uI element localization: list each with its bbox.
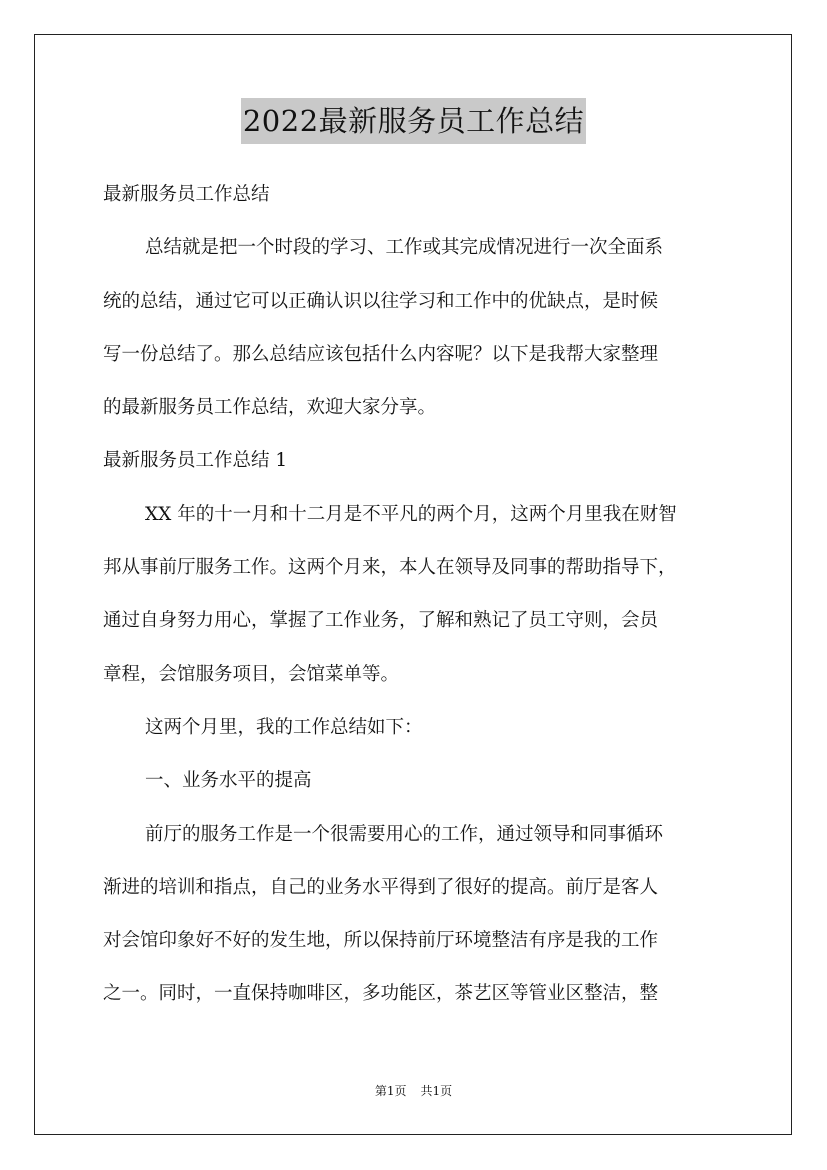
document-title: 2022最新服务员工作总结 — [241, 98, 586, 144]
body-line: 章程，会馆服务项目，会馆菜单等。 — [103, 663, 400, 685]
section-heading: 最新服务员工作总结 1 — [103, 450, 288, 472]
body-line: 这两个月里，我的工作总结如下： — [145, 716, 423, 738]
body-line: 邦从事前厅服务工作。这两个月来，本人在领导及同事的帮助指导下， — [103, 557, 677, 579]
body-line: 通过自身努力用心，掌握了工作业务，了解和熟记了员工守则，会员 — [103, 610, 659, 632]
body-line: 对会馆印象好不好的发生地，所以保持前厅环境整洁有序是我的工作 — [103, 930, 659, 952]
body-line: 渐进的培训和指点，自己的业务水平得到了很好的提高。前厅是客人 — [103, 876, 659, 898]
body-line: 最新服务员工作总结 — [103, 184, 270, 205]
body-line: 写一份总结了。那么总结应该包括什么内容呢？以下是我帮大家整理 — [103, 343, 659, 365]
body-line: 的最新服务员工作总结，欢迎大家分享。 — [103, 397, 437, 419]
page-number-total: 共1页 — [420, 1084, 453, 1098]
body-line: 统的总结，通过它可以正确认识以往学习和工作中的优缺点，是时候 — [103, 290, 659, 312]
document-body — [103, 168, 727, 1021]
title-container — [0, 98, 827, 144]
body-line: 前厅的服务工作是一个很需要用心的工作，通过领导和同事循环 — [145, 823, 664, 845]
body-line: 总结就是把一个时段的学习、工作或其完成情况进行一次全面系 — [145, 237, 664, 259]
page-footer — [0, 1082, 827, 1099]
body-line: XX 年的十一月和十二月是不平凡的两个月，这两个月里我在财智 — [145, 503, 677, 525]
subsection-heading: 一、业务水平的提高 — [145, 770, 312, 792]
body-line: 之一。同时，一直保持咖啡区，多功能区，茶艺区等管业区整洁，整 — [103, 983, 659, 1005]
page-number-current: 第1页 — [374, 1084, 407, 1098]
